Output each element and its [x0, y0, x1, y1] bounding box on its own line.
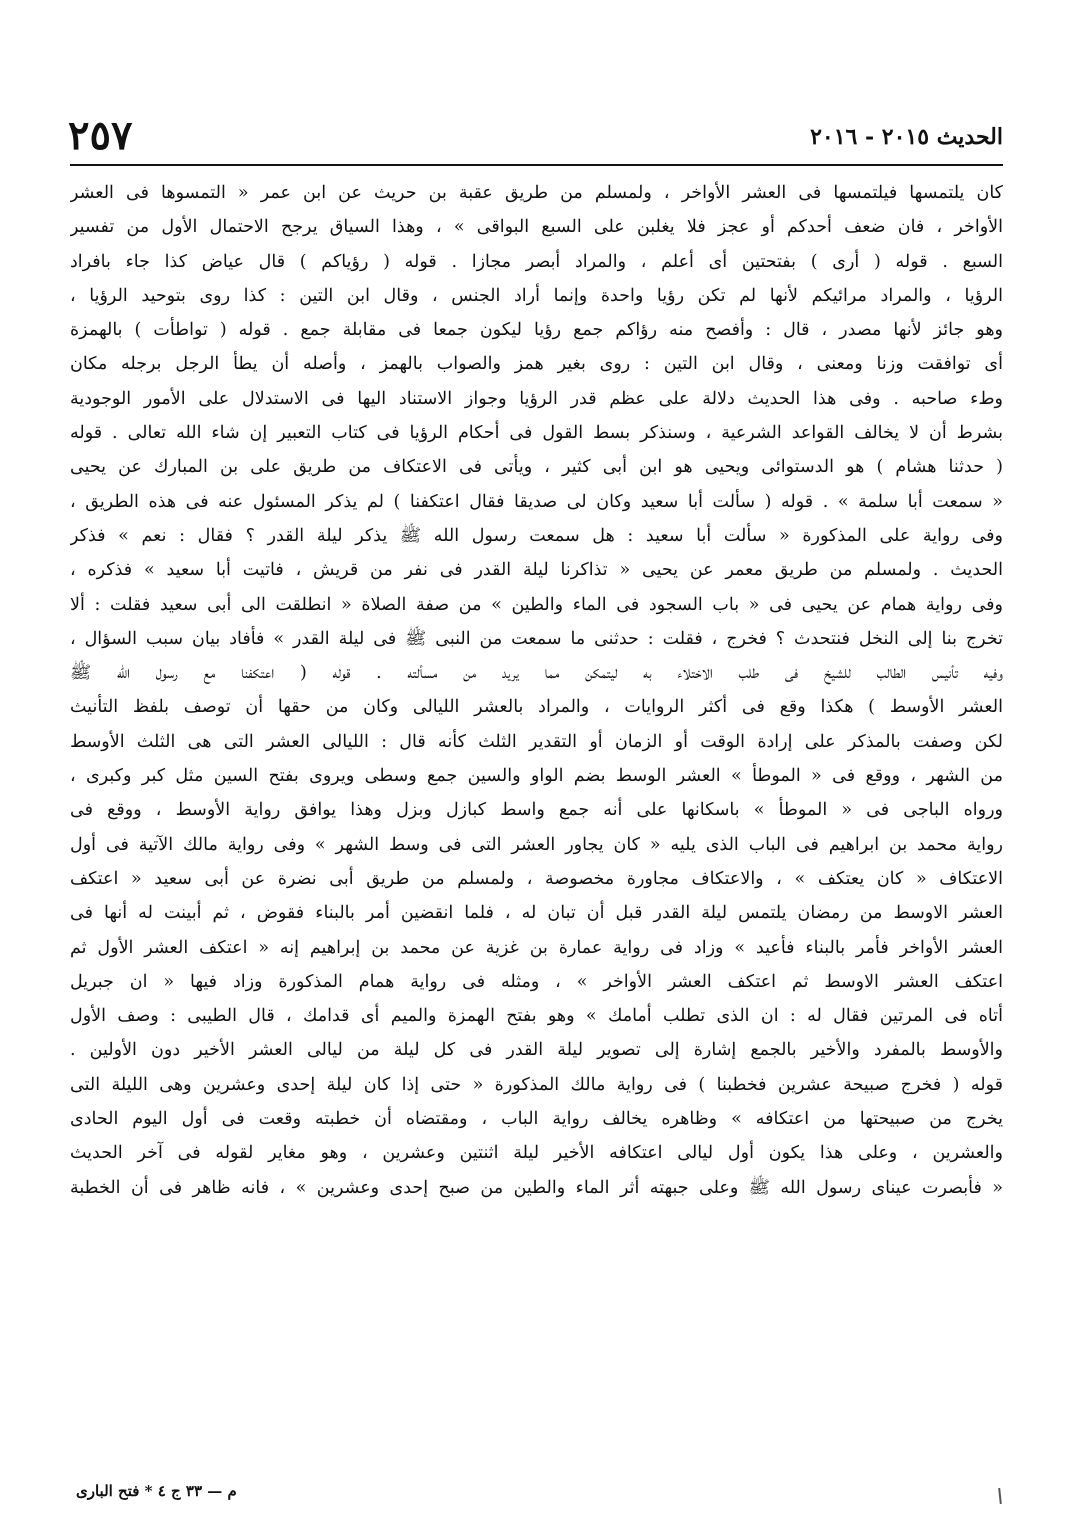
text-line: والعشرين ، وعلى هذا يكون أول ليالى اعتكافه الأخير ليلة اثنتين وعشرين ، وهو مغاير لقوله فى آخر الحديث [70, 1143, 1003, 1164]
text-line: الأواخر ، فان ضعف أحدكم أو عجز فلا يغلبن على السبع البواقى » ، وهذا السياق يرجح الاحتمال الأول من تفسير [70, 217, 1003, 238]
text-line: الحديث . ولمسلم من طريق معمر عن يحيى « تذاكرنا ليلة القدر فى نفر من قريش ، فاتيت أبا سعيد » فذكره ، [70, 560, 1003, 581]
text-line: بشرط أن لا يخالف القواعد الشرعية ، وسنذكر بسط القول فى أحكام الرؤيا فى كتاب التعبير إن شاء الله تعالى . قوله [70, 423, 1003, 444]
text-line: أى توافقت وزنا ومعنى ، وقال ابن التين : روى بغير همز والصواب بالهمز ، وأصله أن يطأ الرجل برجله مكان [70, 354, 1003, 375]
running-title: الحديث ٢٠١٥ - ٢٠١٦ [810, 124, 1003, 150]
footer-signature: م — ٣٣ ج ٤ * فتح البارى [76, 1482, 237, 1500]
text-line: من الشهر ، ووقع فى « الموطأ » العشر الوسط بضم الواو والسين جمع وسطى ويروى بفتح السين مثل كبر وكبرى ، [70, 766, 1003, 787]
page-number: ٢٥٧ [68, 112, 133, 159]
text-line: تخرج بنا إلى النخل فنتحدث ؟ فخرج ، فقلت : حدثنى ما سمعت من النبى ﷺ فى ليلة القدر » فأفاد بيان سبب السؤال ، [70, 628, 1003, 649]
text-line: العشر الأواخر فأمر بالبناء فأعيد » وزاد فى رواية عمارة بن غزية عن محمد بن إبراهيم إنه « اعتكف العشر الأول ثم [70, 937, 1003, 958]
text-line: ورواه الباجى فى « الموطأ » باسكانها على أنه جمع واسط كبازل وبزل وهذا يوافق رواية الأوسط ، ووقع فى [70, 800, 1003, 821]
text-line: « سمعت أبا سلمة » . قوله ( سألت أبا سعيد وكان لى صديقا فقال اعتكفنا ) لم يذكر المسئول عنه فى هذه الطريق ، [70, 491, 1003, 512]
text-line: وفى رواية على المذكورة « سألت أبا سعيد : هل سمعت رسول الله ﷺ يذكر ليلة القدر ؟ فقال : نعم » فذكر [70, 525, 1003, 546]
header-rule [70, 164, 1003, 166]
text-line: الاعتكاف « كان يعتكف » ، والاعتكاف مجاورة مخصوصة ، ولمسلم من طريق أبى نضرة عن أبى سعيد « اعتكف [70, 868, 1003, 889]
text-line: ( حدثنا هشام ) هو الدستوائى ويحيى هو ابن أبى كثير ، ويأتى فى الاعتكاف من طريق على بن المبارك عن يحيى [70, 457, 1003, 478]
text-line: والأوسط بالمفرد والأخير بالجمع إشارة إلى تصوير ليلة القدر فى كل ليلة من ليالى العشر الأخير دون الأولين . [70, 1040, 1003, 1061]
text-line: وطء صاحبه . وفى هذا الحديث دلالة على عظم قدر الرؤيا وجواز الاستناد اليها فى الاستدلال على الأمور الوجودية [70, 388, 1003, 409]
text-line: اعتكف العشر الاوسط ثم اعتكف العشر الأواخر » ، ومثله فى رواية همام المذكورة وزاد فيها « ان جبريل [70, 971, 1003, 992]
text-line: لكن وصفت بالمذكر على إرادة الوقت أو الزمان أو التقدير الثلث كأنه قال : الليالى العشر التى هى الثلث الأوسط [70, 731, 1003, 752]
text-line: وهو جائز لأنها مصدر ، قال : وأفصح منه رؤاكم جمع رؤيا ليكون جمعا فى مقابلة جمع . قوله ( تواطأت ) بالهمزة [70, 320, 1003, 341]
text-line: وفيه تأنيس الطالب للشيخ فى طلب الاختلاء به ليتمكن مما يريد من مسألته . قوله ( اعتكفنا مع رسول الله ﷺ [70, 663, 1003, 684]
text-line: كان يلتمسها فيلتمسها فى العشر الأواخر ، ولمسلم من طريق عقبة بن حريث عن ابن عمر « التمسوها فى العشر [70, 183, 1003, 203]
text-line: « فأبصرت عيناى رسول الله ﷺ وعلى جبهته أثر الماء والطين من صبح إحدى وعشرين » ، فانه ظاهر فى أن الخطبة [70, 1177, 1003, 1198]
text-line: الرؤيا ، والمراد مرائيكم لأنها لم تكن رؤيا واحدة وإنما أراد الجنس ، وقال ابن التين : كذا روى بتوحيد الرؤيا ، [70, 285, 1003, 306]
margin-mark [998, 1488, 1002, 1504]
text-line: وفى رواية همام عن يحيى فى « باب السجود فى الماء والطين » من صفة الصلاة « انطلقت الى أبى سعيد فقلت : ألا [70, 594, 1003, 615]
text-line: قوله ( فخرج صبيحة عشرين فخطبنا ) فى رواية مالك المذكورة « حتى إذا كان ليلة إحدى وعشرين وهى الليلة التى [70, 1074, 1003, 1095]
text-line: العشر الأوسط ) هكذا وقع فى أكثر الروايات ، والمراد بالعشر الليالى وكان من حقها أن توصف بلفظ التأنيث [70, 697, 1003, 718]
text-line: العشر الاوسط من رمضان يلتمس ليلة القدر قبل أن تبان له ، فلما انقضين أمر بالبناء فقوض ، ثم أبينت له أنها فى [70, 903, 1003, 924]
text-line: أتاه فى المرتين فقال له : ان الذى تطلب أمامك » وهو بفتح الهمزة والميم أى قدامك ، قال الطيبى : وصف الأول [70, 1006, 1003, 1027]
main-text [70, 176, 1003, 1205]
page-header [68, 112, 1003, 164]
text-line: رواية محمد بن ابراهيم فى الباب الذى يليه « كان يجاور العشر التى فى وسط الشهر » وفى رواية مالك الآتية فى أول [70, 834, 1003, 855]
text-line: السبع . قوله ( أرى ) بفتحتين أى أعلم ، والمراد أبصر مجازا . قوله ( رؤياكم ) قال عياض كذا جاء بافراد [70, 251, 1003, 272]
text-line: يخرج من صبيحتها من اعتكافه » وظاهره يخالف رواية الباب ، ومقتضاه أن خطبته وقعت فى أول اليوم الحادى [70, 1109, 1003, 1130]
